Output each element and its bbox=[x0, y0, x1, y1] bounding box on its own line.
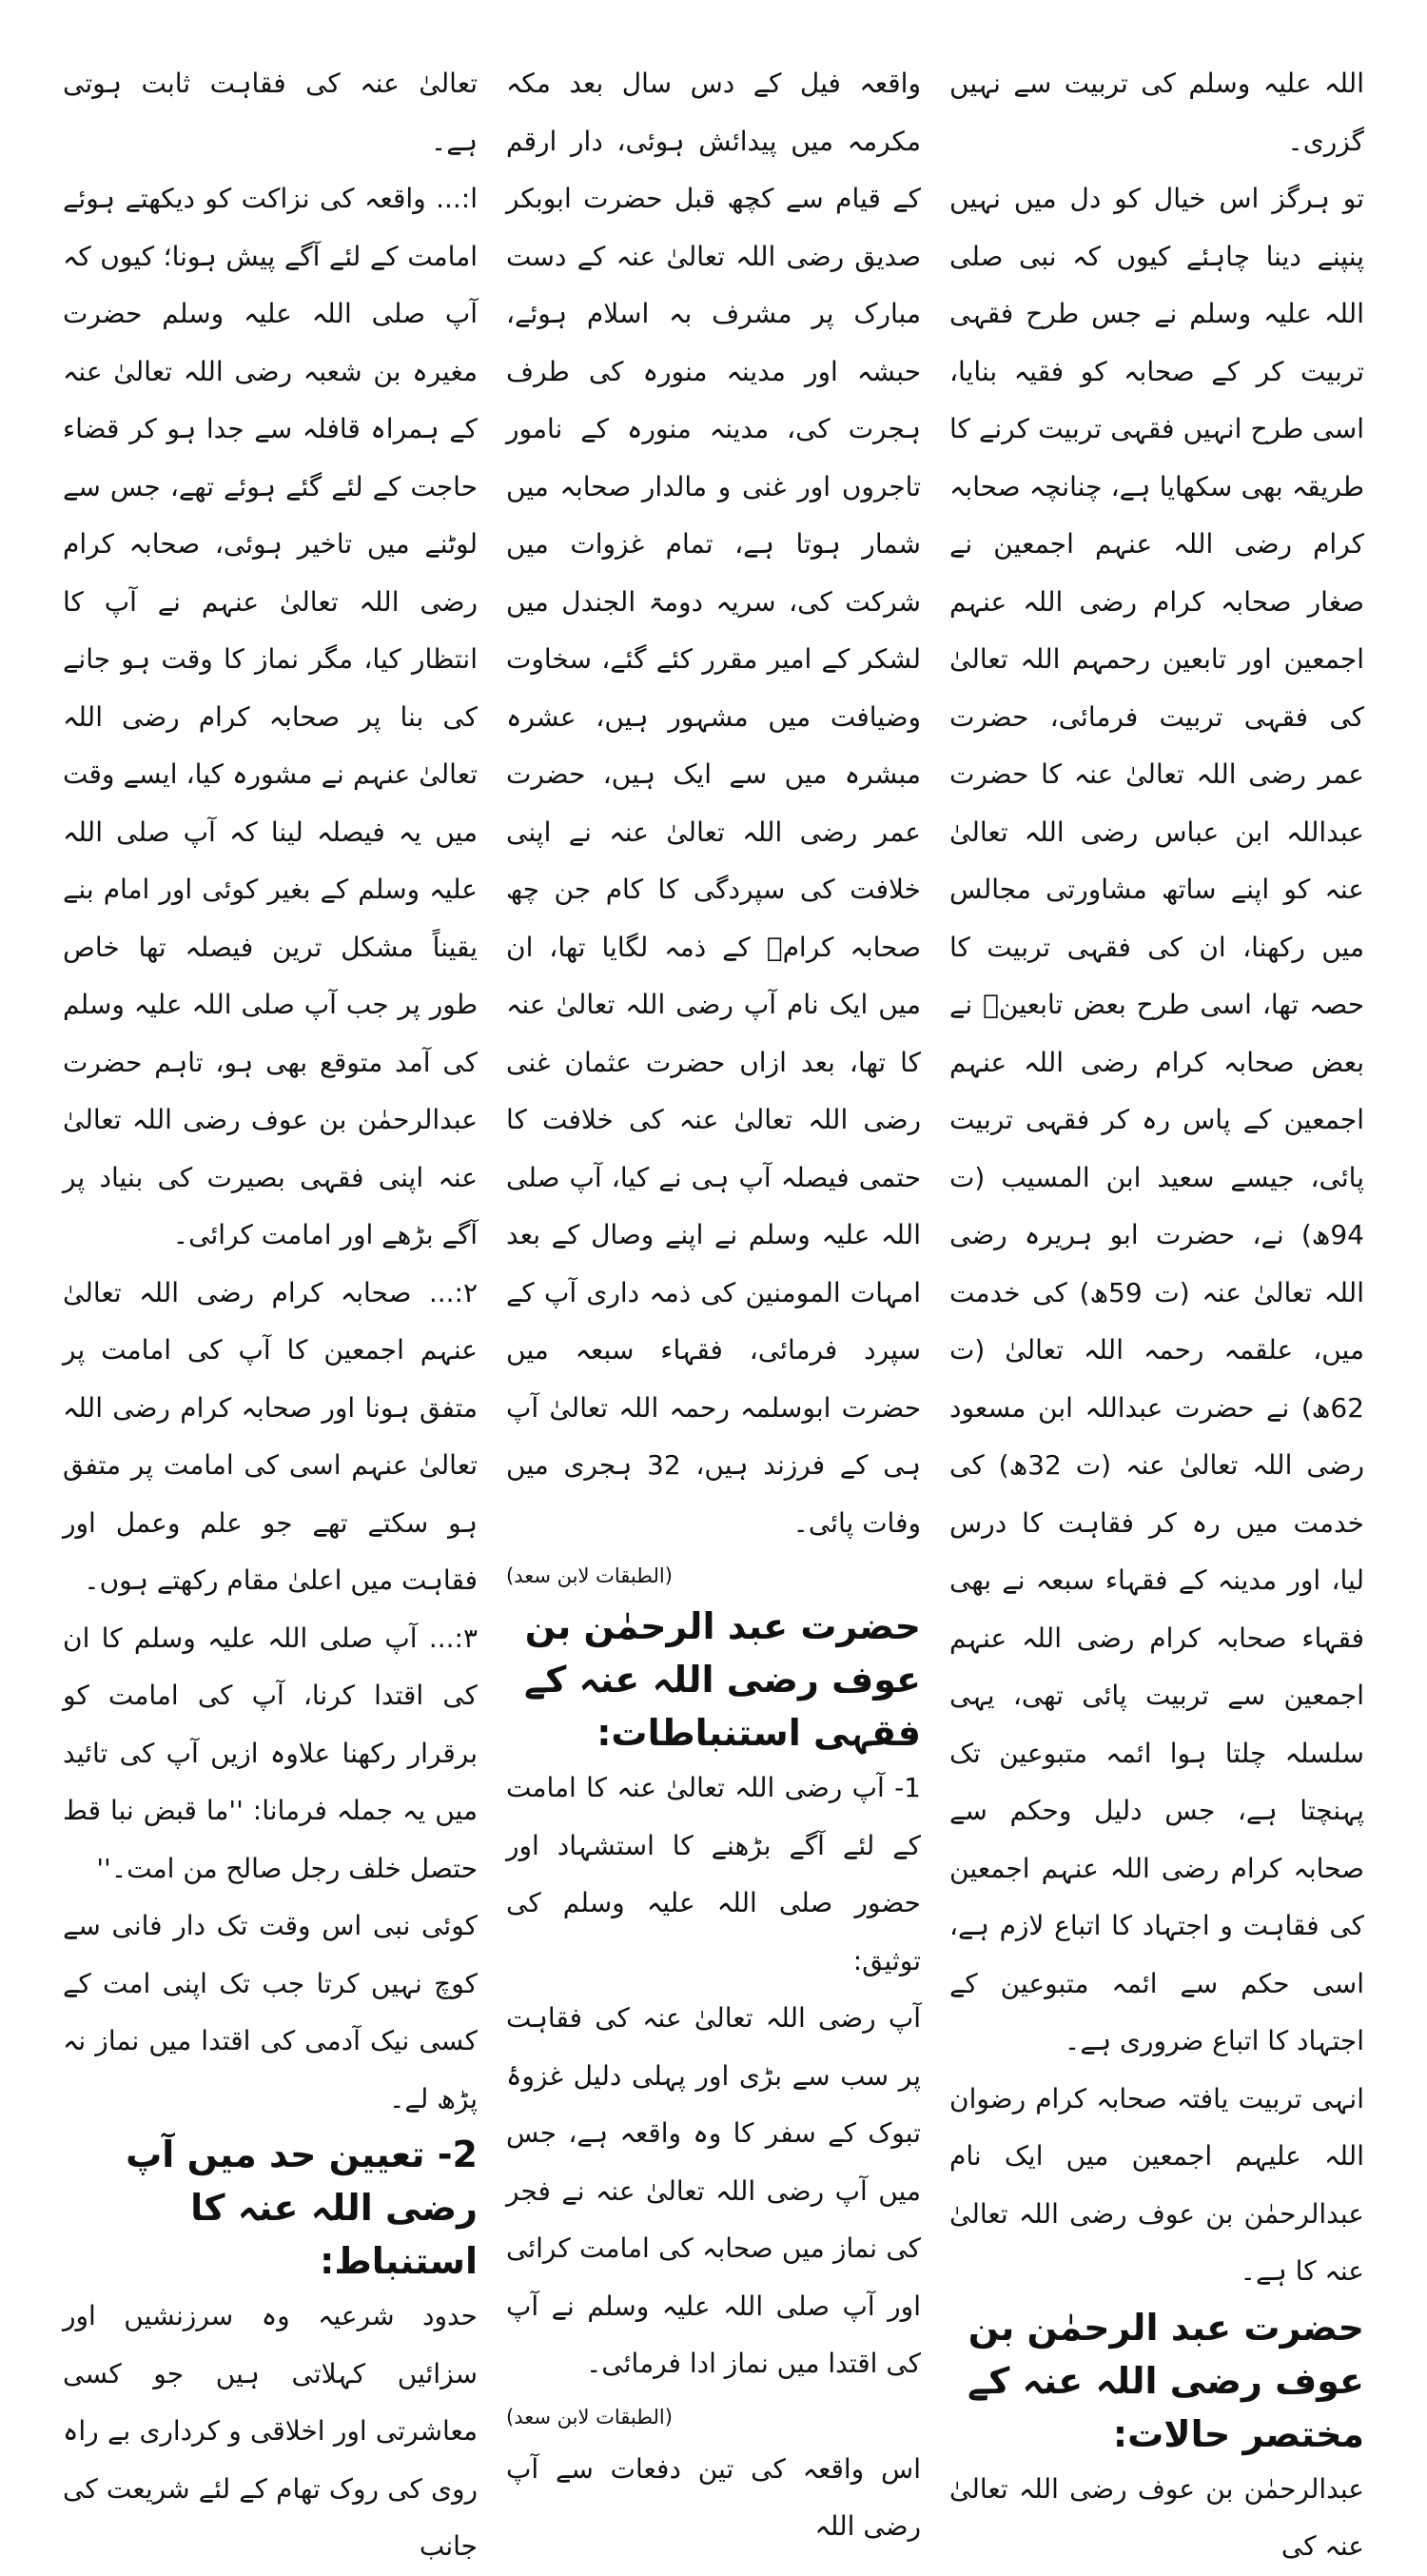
paragraph: ۳:... آپ صلی اللہ علیہ وسلم کا ان کی اقتدا کرنا، آپ کی امامت کو برقرار رکھنا علاوہ ازیں آپ کی تائید میں یہ جملہ فرمانا: ''ما قبض نبا قط حتصل خلف رجل صالح من امت۔'' bbox=[63, 1622, 478, 1884]
source-citation: (الطبقات لابن سعد) bbox=[506, 1564, 673, 1587]
paragraph: عبدالرحمٰن بن عوف رضی اللہ تعالیٰ عنہ کی bbox=[949, 2472, 1364, 2562]
section-heading: حضرت عبد الرحمٰن بن عوف رضی اللہ عنہ کے فقہی استنباطات: bbox=[523, 1605, 921, 1754]
column-body bbox=[949, 55, 1364, 2576]
paragraph: ا:... واقعہ کی نزاکت کو دیکھتے ہوئے امامت کے لئے آگے پیش ہونا؛ کیوں کہ آپ صلی اللہ علیہ وسلم حضرت مغیرہ بن شعبہ رضی اللہ تعالیٰ عنہ کے ہمراہ قافلہ سے جدا ہو کر قضاء حاجت کے لئے گئے ہوئے تھے، جس سے لوٹنے میں تاخیر ہوئی، صحابہ کرام رضی اللہ تعالیٰ عنہم نے آپ کا انتظار کیا، مگر نماز کا وقت ہو جانے کی بنا پر صحابہ کرام رضی اللہ تعالیٰ عنہم نے مشورہ کیا، ایسے وقت میں یہ فیصلہ لینا کہ آپ صلی اللہ علیہ وسلم کے بغیر کوئی اور امام بنے یقیناً مشکل ترین فیصلہ تھا خاص طور پر جب آپ صلی اللہ علیہ وسلم کی آمد متوقع بھی ہو، تاہم حضرت عبدالرحمٰن بن عوف رضی اللہ تعالیٰ عنہ اپنی فقہی بصیرت کی بنیاد پر آگے بڑھے اور امامت کرائی۔ bbox=[63, 183, 478, 1250]
column-body bbox=[506, 55, 921, 2556]
paragraph: 1- آپ رضی اللہ تعالیٰ عنہ کا امامت کے لئے آگے بڑھنے کا استشہاد اور حضور صلی اللہ علیہ وسلم کی توثیق: bbox=[506, 1772, 921, 1976]
paragraph: واقعہ فیل کے دس سال بعد مکہ مکرمہ میں پیدائش ہوئی، دار ارقم کے قیام سے کچھ قبل حضرت ابوبکر صدیق رضی اللہ تعالیٰ عنہ کے دست مبارک پر مشرف بہ اسلام ہوئے، حبشہ اور مدینہ منورہ کی طرف ہجرت کی، مدینہ منورہ کے نامور تاجروں اور غنی و مالدار صحابہ میں شمار ہوتا ہے، تمام غزوات میں شرکت کی، سریہ دومۃ الجندل میں لشکر کے امیر مقرر کئے گئے، سخاوت وضیافت میں مشہور ہیں، عشرہ مبشرہ میں سے ایک ہیں، حضرت عمر رضی اللہ تعالیٰ عنہ نے اپنی خلافت کی سپردگی کا کام جن چھ صحابہ کرامؓ کے ذمہ لگایا تھا، ان میں ایک نام آپ رضی اللہ تعالیٰ عنہ کا تھا، بعد ازاں حضرت عثمان غنی رضی اللہ تعالیٰ عنہ کی خلافت کا حتمی فیصلہ آپ ہی نے کیا، آپ صلی اللہ علیہ وسلم نے اپنے وصال کے بعد امہات المومنین کی ذمہ داری آپ کے سپرد فرمائی، فقہاء سبعہ میں حضرت ابوسلمہ رحمہ اللہ تعالیٰ آپ ہی کے فرزند ہیں، 32 ہجری میں وفات پائی۔ bbox=[506, 68, 921, 1539]
column-right bbox=[949, 55, 1365, 2562]
column-middle bbox=[506, 55, 921, 2542]
paragraph: اس واقعہ کی تین دفعات سے آپ رضی اللہ bbox=[506, 2452, 921, 2542]
paragraph: آپ رضی اللہ تعالیٰ عنہ کی فقاہت پر سب سے بڑی اور پہلی دلیل غزوۂ تبوک کے سفر کا وہ واقعہ ہے، جس میں آپ رضی اللہ تعالیٰ عنہ نے فجر کی نماز میں صحابہ کی امامت کرائی اور آپ صلی اللہ علیہ وسلم نے آپ کی اقتدا میں نماز ادا فرمائی۔ bbox=[506, 2002, 921, 2379]
section-heading: 2- تعیین حد میں آپ رضی اللہ عنہ کا استنباط: bbox=[126, 2134, 478, 2282]
section-heading: حضرت عبد الرحمٰن بن عوف رضی اللہ عنہ کے مختصر حالات: bbox=[967, 2306, 1364, 2455]
paragraph: کوئی نبی اس وقت تک دار فانی سے کوچ نہیں کرتا جب تک اپنی امت کے کسی نیک آدمی کی اقتدا میں نماز نہ پڑھ لے۔ bbox=[63, 1910, 478, 2114]
paragraph: تو ہرگز اس خیال کو دل میں نہیں پنپنے دینا چاہئے کیوں کہ نبی صلی اللہ علیہ وسلم نے جس طرح فقہی تربیت کر کے صحابہ کو فقیہ بنایا، اسی طرح انہیں فقہی تربیت کرنے کا طریقہ بھی سکھایا ہے، چنانچہ صحابہ کرام رضی اللہ عنہم اجمعین نے صغار صحابہ کرام رضی اللہ عنہم اجمعین اور تابعین رحمہم اللہ تعالیٰ کی فقہی تربیت فرمائی، حضرت عمر رضی اللہ تعالیٰ عنہ کا حضرت عبداللہ ابن عباس رضی اللہ تعالیٰ عنہ کو اپنے ساتھ مشاورتی مجالس میں رکھنا، ان کی فقہی تربیت کا حصہ تھا، اسی طرح بعض تابعینؒ نے بعض صحابہ کرام رضی اللہ عنہم اجمعین کے پاس رہ کر فقہی تربیت پائی، جیسے سعید ابن المسیب (ت 94ھ) نے، حضرت ابو ہریرہ رضی اللہ تعالیٰ عنہ (ت 59ھ) کی خدمت میں، علقمہ رحمہ اللہ تعالیٰ (ت 62ھ) نے حضرت عبداللہ ابن مسعود رضی اللہ تعالیٰ عنہ (ت 32ھ) کی خدمت میں رہ کر فقاہت کا درس لیا، اور مدینہ کے فقہاء سبعہ نے بھی فقہاء صحابہ کرام رضی اللہ عنہم اجمعین سے تربیت پائی تھی، یہی سلسلہ چلتا ہوا ائمہ متبوعین تک پہنچتا ہے، جس دلیل وحکم سے صحابہ کرام رضی اللہ عنہم اجمعین کی فقاہت و اجتہاد کا اتباع لازم ہے، اسی حکم سے ائمہ متبوعین کے اجتہاد کا اتباع ضروری ہے۔ bbox=[949, 183, 1365, 2056]
source-citation: (الطبقات لابن سعد) bbox=[506, 2405, 673, 2429]
column-body bbox=[63, 55, 478, 2576]
paragraph: اللہ علیہ وسلم کی تربیت سے نہیں گزری۔ bbox=[949, 68, 1364, 157]
paragraph: انہی تربیت یافتہ صحابہ کرام رضوان اللہ علیہم اجمعین میں ایک نام عبدالرحمٰن بن عوف رضی اللہ تعالیٰ عنہ کا ہے۔ bbox=[949, 2082, 1364, 2287]
paragraph: ۲:... صحابہ کرام رضی اللہ تعالیٰ عنہم اجمعین کا آپ کی امامت پر متفق ہونا اور صحابہ کرام رضی اللہ تعالیٰ عنہم اسی کی امامت پر متفق ہو سکتے تھے جو علم وعمل اور فقاہت میں اعلیٰ مقام رکھتے ہوں۔ bbox=[63, 1276, 478, 1596]
paragraph: تعالیٰ عنہ کی فقاہت ثابت ہوتی ہے۔ bbox=[63, 68, 478, 157]
column-left bbox=[63, 55, 478, 2562]
paragraph: حدود شرعیہ وہ سرزنشیں اور سزائیں کہلاتی ہیں جو کسی معاشرتی اور اخلاقی و کرداری بے راہ روی کی روک تھام کے لئے شریعت کی جانب bbox=[63, 2300, 478, 2562]
